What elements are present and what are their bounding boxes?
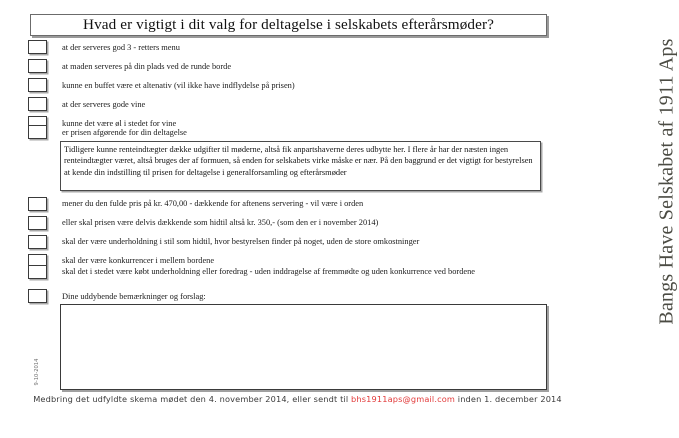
checkbox-q1[interactable]: [28, 40, 47, 54]
question-label: kunne en buffet være et altenativ (vil ikke have indflydelse på prisen): [62, 81, 295, 90]
checkbox-q7[interactable]: [28, 197, 47, 211]
checkbox-comments[interactable]: [28, 289, 47, 303]
footer-text-after: inden 1. december 2014: [455, 394, 562, 404]
checkbox-q4[interactable]: [28, 97, 47, 111]
checkbox-q2[interactable]: [28, 59, 47, 73]
question-label: skal der være underholdning i stil som hidtil, hvor bestyrelsen finder på noget, uden de store omkostninger: [62, 237, 420, 246]
contact-email-link[interactable]: bhs1911aps@gmail.com: [351, 394, 456, 404]
question-label: kunne det være øl i stedet for vine: [62, 119, 177, 128]
checkbox-q3[interactable]: [28, 78, 47, 92]
question-label: at der serveres god 3 - retters menu: [62, 43, 180, 52]
question-label: mener du den fulde pris på kr. 470,00 - dækkende for aftenens servering - vil være i orden: [62, 199, 364, 208]
question-label: at der serveres gode vine: [62, 100, 146, 109]
comments-input-box[interactable]: [60, 304, 547, 390]
checkbox-q11[interactable]: [28, 265, 47, 279]
info-paragraph-box: [60, 141, 541, 191]
comments-label: Dine uddybende bemærkninger og forslag:: [62, 292, 206, 301]
footer-text-before: Medbring det udfyldte skema mødet den 4. november 2014, eller sendt til: [33, 394, 352, 404]
footer-note: [0, 394, 595, 404]
question-label: skal det i stedet være købt underholdning eller foredrag - uden inddragelse af fremmødte og uden konkurrence ved bordene: [62, 267, 476, 276]
document-date-vertical: 9-10-2014: [34, 358, 40, 386]
info-paragraph-text: Tidligere kunne renteindtægter dække udgifter til møderne, altså fik anpartshaverne deres udbytte her. I flere år har der næsten ingen renteindtægter været, altså bruges der af formuen, så enden for selskabets virke måske er nær. På den baggrund er det vigtigt for bestyrelsen at kende din indstilling til prisen for deltagelse i generalforsamling og efterårsmøder: [64, 145, 533, 177]
page-title: Hvad er vigtigt i dit valg for deltagelse i selskabets efterårsmøder?: [83, 16, 494, 34]
question-label: at maden serveres på din plads ved de runde borde: [62, 62, 232, 71]
checkbox-q6[interactable]: [28, 125, 47, 139]
company-name-vertical: Bangs Have Selskabet af 1911 Aps: [655, 38, 678, 325]
form-title-box: [30, 14, 547, 36]
checkbox-q9[interactable]: [28, 235, 47, 249]
question-label: er prisen afgørende for din deltagelse: [62, 128, 187, 137]
question-label: eller skal prisen være delvis dækkende som hidtil altså kr. 350,- (som den er i november 2014): [62, 218, 379, 227]
checkbox-q8[interactable]: [28, 216, 47, 230]
question-label: skal der være konkurrencer i mellem bordene: [62, 256, 215, 265]
